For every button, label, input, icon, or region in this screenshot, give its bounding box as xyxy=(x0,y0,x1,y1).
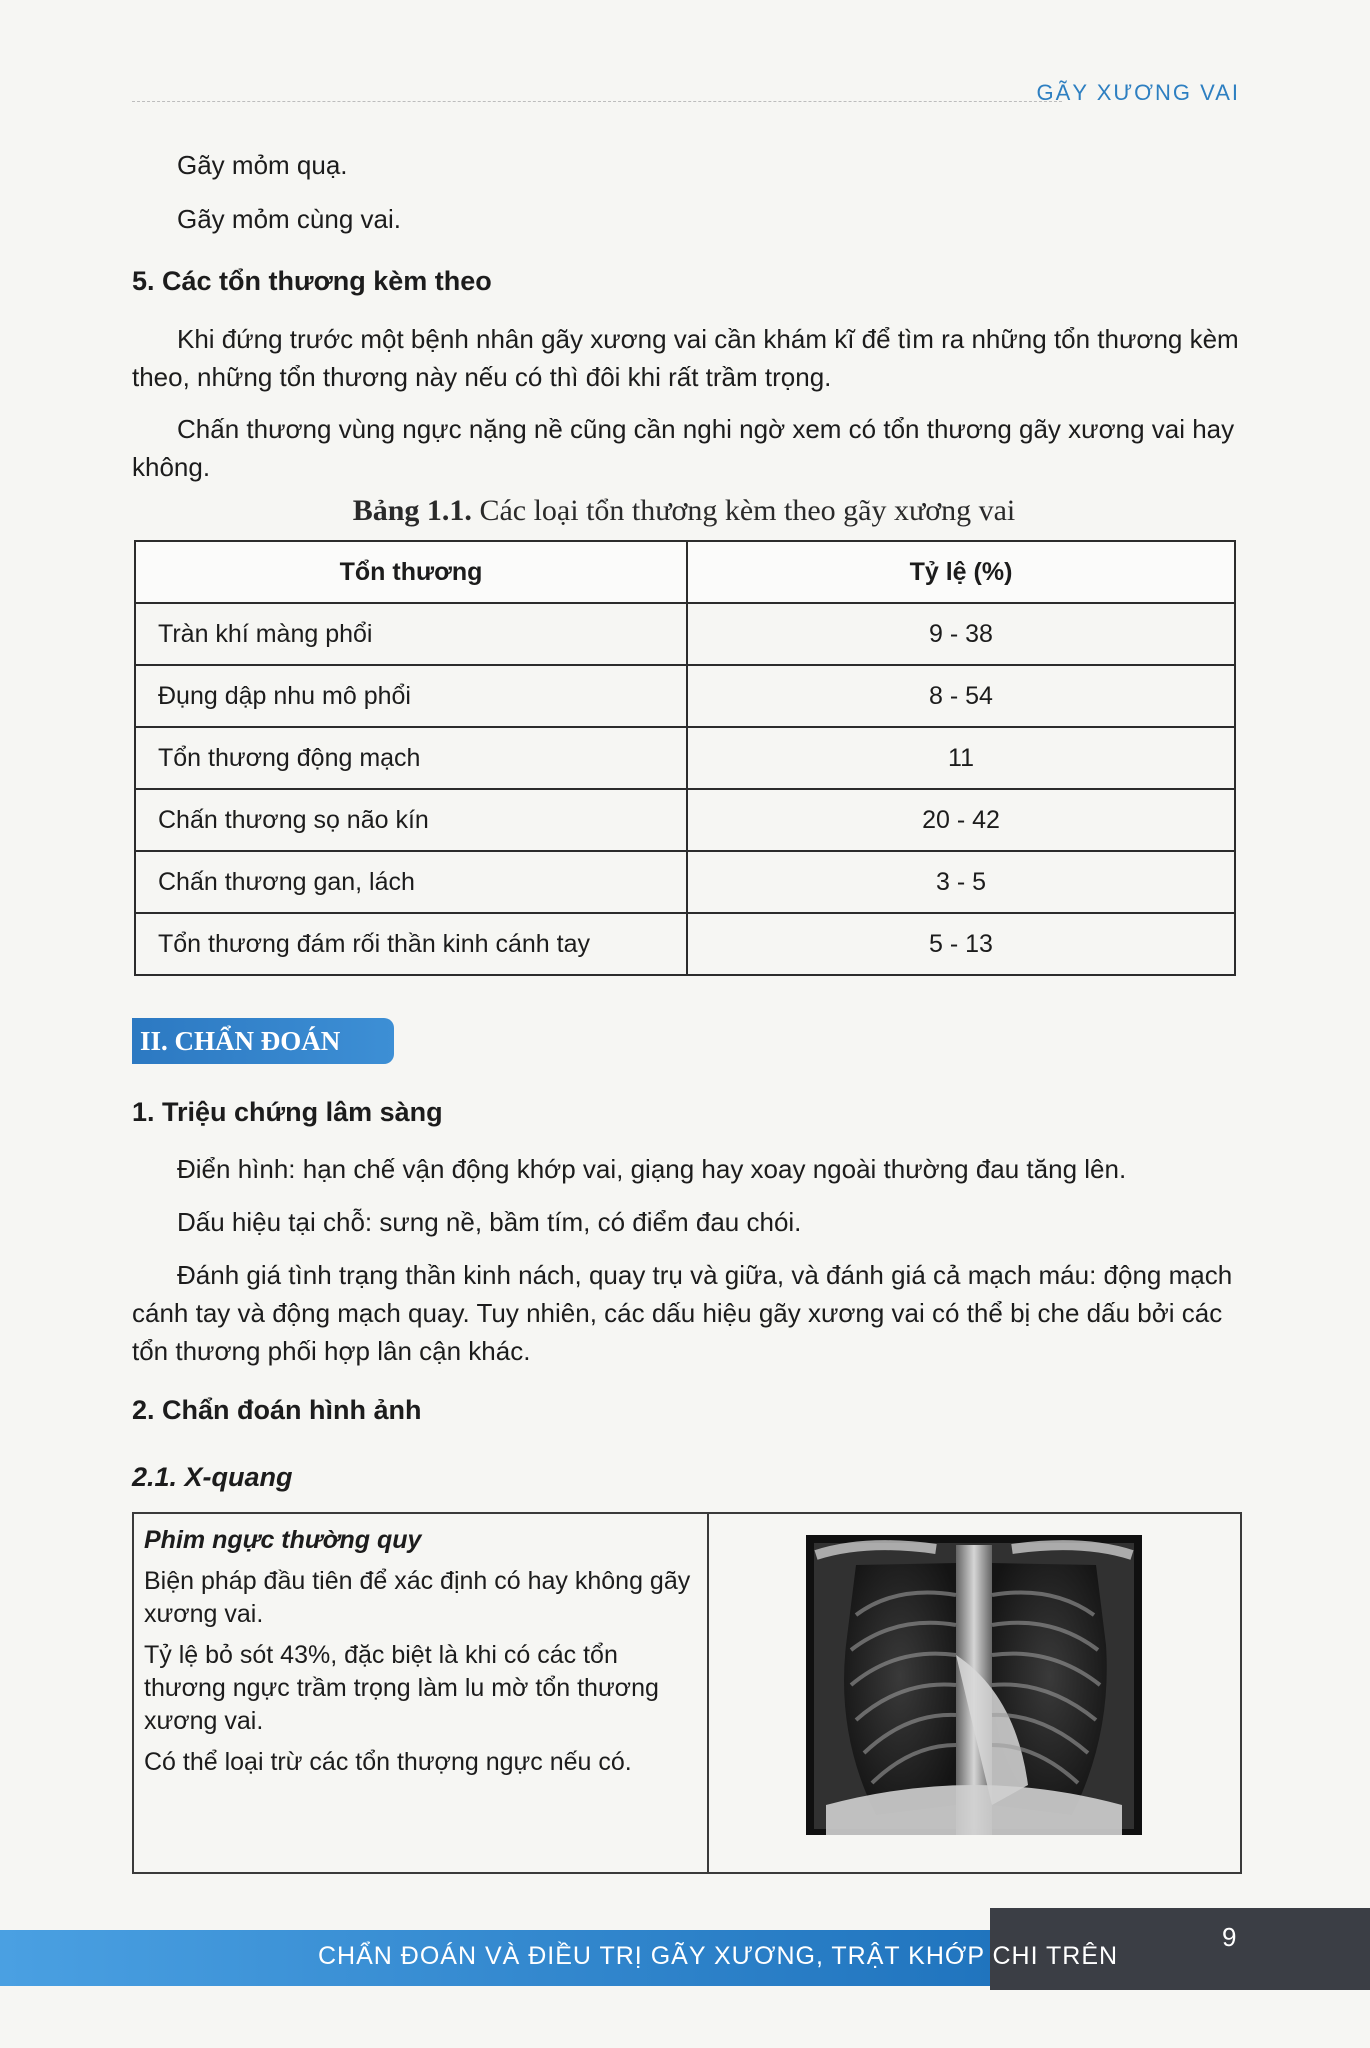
table-row xyxy=(135,603,1235,665)
paragraph: Chấn thương vùng ngực nặng nề cũng cần nghi ngờ xem có tổn thương gãy xương vai hay không. xyxy=(132,414,1235,482)
table-header-row xyxy=(135,541,1235,603)
section-banner: II. CHẨN ĐOÁN xyxy=(132,1018,394,1064)
table-caption-label: Bảng 1.1. xyxy=(352,494,472,527)
table-cell: 5 - 13 xyxy=(687,913,1235,975)
table-row xyxy=(135,665,1235,727)
list-item: Gãy mỏm cùng vai. xyxy=(177,204,401,234)
table-cell: Tràn khí màng phổi xyxy=(135,603,687,665)
table-cell: 9 - 38 xyxy=(687,603,1235,665)
table-header-cell: Tỷ lệ (%) xyxy=(687,541,1235,603)
injury-table xyxy=(134,540,1236,976)
paragraph: Đánh giá tình trạng thần kinh nách, quay trụ và giữa, và đánh giá cả mạch máu: động mạch cánh tay và động mạch quay. Tuy nhiên, các dấu hiệu gãy xương vai có thể bị che dấu bởi các tổn thương phối hợp lân cận khác. xyxy=(132,1260,1233,1366)
table-header-cell: Tổn thương xyxy=(135,541,687,603)
page-number: 9 xyxy=(1222,1922,1237,1952)
footer-title: CHẨN ĐOÁN VÀ ĐIỀU TRỊ GÃY XƯƠNG, TRẬT KHỚP CHI TRÊN xyxy=(318,1942,1119,1970)
chest-xray-image xyxy=(806,1535,1142,1835)
running-header: GÃY XƯƠNG VAI xyxy=(1036,80,1240,105)
table-cell: 11 xyxy=(687,727,1235,789)
table-cell: Chấn thương sọ não kín xyxy=(135,789,687,851)
table-row xyxy=(135,851,1235,913)
table-cell: 20 - 42 xyxy=(687,789,1235,851)
box-divider xyxy=(707,1514,709,1872)
table-row xyxy=(135,727,1235,789)
table-row xyxy=(135,789,1235,851)
section-heading: 5. Các tổn thương kèm theo xyxy=(132,266,492,296)
table-cell: 3 - 5 xyxy=(687,851,1235,913)
table-cell: Tổn thương đám rối thần kinh cánh tay xyxy=(135,913,687,975)
xray-box-title: Phim ngực thường quy xyxy=(144,1526,422,1554)
xray-box-line: Có thể loại trừ các tổn thượng ngực nếu có. xyxy=(144,1748,632,1776)
table-cell: Tổn thương động mạch xyxy=(135,727,687,789)
paragraph: Điển hình: hạn chế vận động khớp vai, giạng hay xoay ngoài thường đau tăng lên. xyxy=(177,1154,1127,1184)
xray-box-line: Tỷ lệ bỏ sót 43%, đặc biệt là khi có các tổn thương ngực trầm trọng làm lu mờ tổn thương xương vai. xyxy=(144,1641,659,1735)
table-cell: 8 - 54 xyxy=(687,665,1235,727)
table-caption xyxy=(132,494,1236,528)
subsection-heading: 2.1. X-quang xyxy=(132,1462,293,1492)
table-cell: Đụng dập nhu mô phổi xyxy=(135,665,687,727)
xray-box-line: Biện pháp đầu tiên để xác định có hay không gãy xương vai. xyxy=(144,1567,691,1628)
table-caption-text: Các loại tổn thương kèm theo gãy xương vai xyxy=(479,494,1016,527)
subsection-heading: 1. Triệu chứng lâm sàng xyxy=(132,1097,443,1127)
subsection-heading: 2. Chẩn đoán hình ảnh xyxy=(132,1395,422,1425)
paragraph: Dấu hiệu tại chỗ: sưng nề, bầm tím, có điểm đau chói. xyxy=(177,1207,802,1237)
paragraph: Khi đứng trước một bệnh nhân gãy xương vai cần khám kĩ để tìm ra những tổn thương kèm theo, những tổn thương này nếu có thì đôi khi rất trầm trọng. xyxy=(132,324,1239,392)
header-rule xyxy=(132,101,1062,102)
table-row xyxy=(135,913,1235,975)
list-item: Gãy mỏm quạ. xyxy=(177,150,348,180)
xray-text xyxy=(144,1524,696,1787)
table-cell: Chấn thương gan, lách xyxy=(135,851,687,913)
